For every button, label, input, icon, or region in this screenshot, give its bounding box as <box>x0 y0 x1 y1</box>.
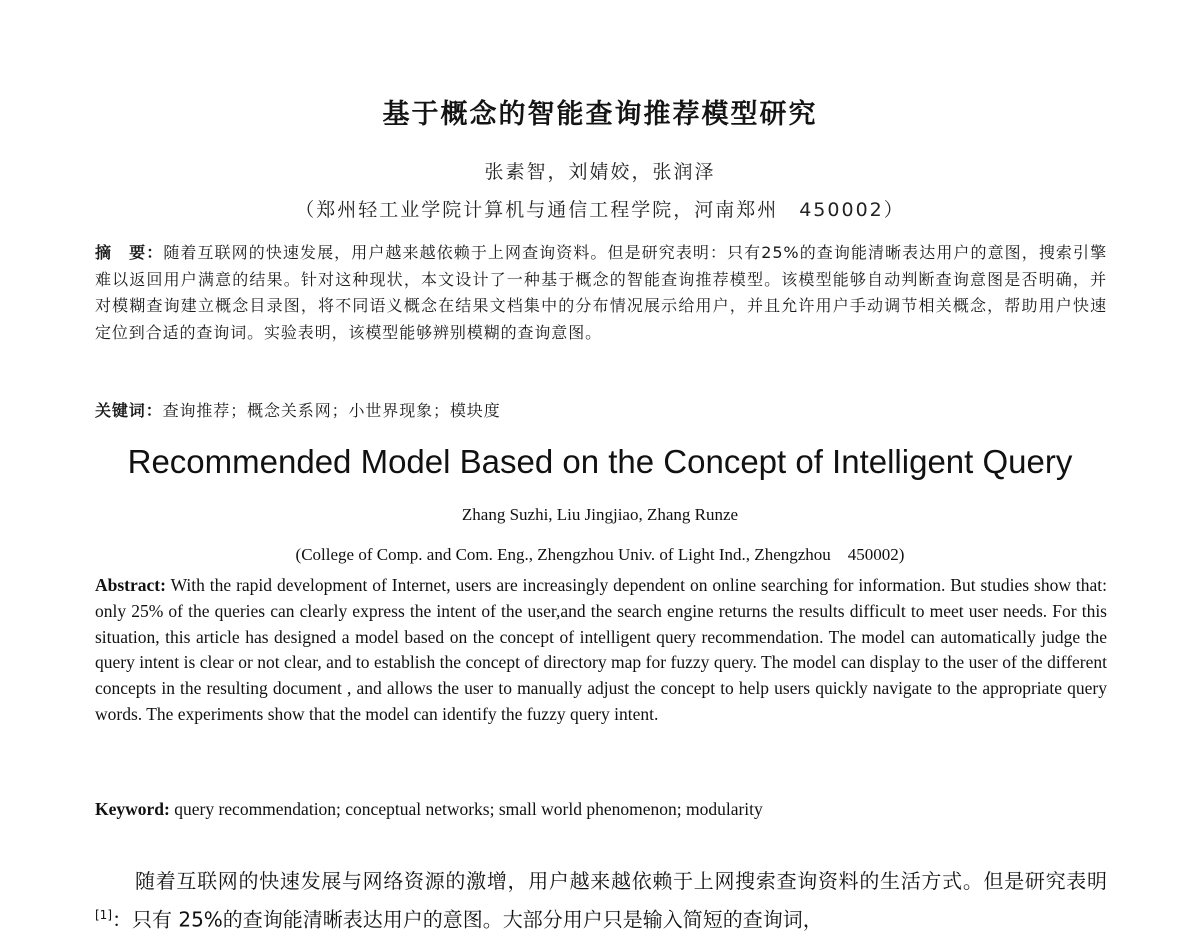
chinese-title: 基于概念的智能查询推荐模型研究 <box>382 99 818 130</box>
body-text-part2: ：只有 25%的查询能清晰表达用户的意图。大部分用户只是输入简短的查询词， <box>112 907 823 932</box>
english-keywords <box>95 799 1107 820</box>
english-abstract-text: With the rapid development of Internet, users are increasingly dependent on online searching for information. But studies show that: only 25% of the queries can clearly express the intent of the user,and the search engine returns the results difficult to meet user needs. For this situation, this article has designed a model based on the concept of intelligent query recommendation. The model can automatically judge the query intent is clear or not clear, and to establish the concept of directory map for fuzzy query. The model can display to the user of the different concepts in the resulting document , and allows the user to manually adjust the concept to help users quickly navigate to the appropriate query words. The experiments show that the model can identify the fuzzy query intent. <box>95 575 1107 724</box>
chinese-keywords-label: 关键词： <box>95 401 163 420</box>
chinese-abstract-label: 摘 要： <box>95 243 164 262</box>
english-abstract-label: Abstract: <box>95 575 166 595</box>
chinese-keywords-text: 查询推荐；概念关系网；小世界现象；模块度 <box>162 401 501 420</box>
english-abstract <box>95 573 1107 728</box>
chinese-authors: 张素智，刘婧姣，张润泽 <box>484 161 716 183</box>
chinese-abstract <box>95 240 1107 346</box>
chinese-keywords <box>95 398 1107 421</box>
english-authors: Zhang Suzhi, Liu Jingjiao, Zhang Runze <box>461 505 739 524</box>
citation-ref[interactable]: [1] <box>95 908 112 922</box>
chinese-abstract-text: 随着互联网的快速发展，用户越来越依赖于上网查询资料。但是研究表明：只有25%的查询能清晰表达用户的意图，搜索引擎难以返回用户满意的结果。针对这种现状，本文设计了一种基于概念的智能查询推荐模型。该模型能够自动判断查询意图是否明确，并对模糊查询建立概念目录图，将不同语义概念在结果文档集中的分布情况展示给用户，并且允许用户手动调节相关概念，帮助用户快速定位到合适的查询词。实验表明，该模型能够辨别模糊的查询意图。 <box>95 243 1107 342</box>
body-paragraph <box>95 864 1107 937</box>
chinese-affiliation: （郑州轻工业学院计算机与通信工程学院，河南郑州 450002） <box>295 199 905 221</box>
english-affiliation: (College of Comp. and Com. Eng., Zhengzhou Univ. of Light Ind., Zhengzhou 450002) <box>295 545 905 564</box>
english-keywords-label: Keyword: <box>95 799 170 819</box>
english-keywords-text: query recommendation; conceptual networks; small world phenomenon; modularity <box>174 799 763 819</box>
english-title: Recommended Model Based on the Concept of Intelligent Query <box>127 443 1073 480</box>
body-text-part1: 随着互联网的快速发展与网络资源的激增，用户越来越依赖于上网搜索查询资料的生活方式。但是研究表明 <box>135 869 1107 893</box>
